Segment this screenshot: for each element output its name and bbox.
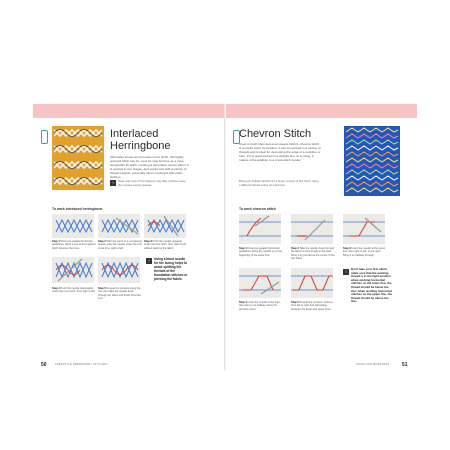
step-1-text: Draw two parallel horizontal guidelines. Bring the needle up at the beginning of the lower line.: [239, 247, 282, 257]
page-number-left: 50: [41, 362, 47, 368]
step-4-text: Push the needle downwards under the next stitch, from right to left.: [52, 287, 96, 294]
page-title: Chevron Stitch: [239, 128, 312, 140]
step-3-photo: [343, 214, 385, 244]
step-2-label: Step 2: [98, 240, 106, 243]
step-1-photo: [52, 214, 94, 238]
intro-paragraph: Used on both plain and even-weave fabrics, chevron stitch is a useful stitch for borders. It can be worked in a variety of threads and is ideal for decorating the edge of a neckline or hem. If it is used worked in a straight line on a ruling, it makes a fine addition to a cross-stitch border.: [239, 142, 321, 162]
step-3-label: Step 3: [343, 247, 351, 250]
step-2-photo: [98, 214, 140, 238]
page-title-line-2: Herringbone: [110, 140, 171, 152]
book-gutter: [224, 104, 226, 370]
step-1-label: Step 1: [52, 240, 60, 243]
step-4-label: Step 4: [52, 287, 60, 290]
step-2-photo: [291, 214, 333, 244]
section-subheading: To work chevron stitch: [239, 207, 276, 211]
step-2-label: Step 2: [291, 247, 299, 250]
step-4-text: Insert the needle to the right, then bring it up halfway along the previous stitch.: [239, 301, 281, 311]
running-head-right: SIGNS AND WORKSETS: [356, 363, 390, 366]
step-5-photo: [98, 257, 140, 283]
step-2-text: With the same or a contrasting thread, pass the needle under the first cross from right to left.: [98, 240, 142, 250]
page-title-line-1: Interlaced: [110, 128, 159, 140]
page-number-right: 51: [402, 362, 408, 368]
step-1-text: Work two parallel horizontal guidelines. Work a row of herringbone stitch between the lines.: [52, 240, 96, 250]
interlaced-herringbone-hero-image: [52, 126, 104, 190]
step-3-text: Insert the needle to the upper line, then right to left, to the right. Bring it up halfway through.: [343, 247, 386, 257]
step-3-text: Push the needle upwards under the first stitch, then right to left, without piercing the fabric.: [144, 240, 187, 250]
tip-text: Neat, tidy rows of herringbone may take practice; keep the crosses evenly spaced.: [118, 179, 186, 187]
tip-text: Bring out multiple stitches for a larger version of this stitch, using a different thread colour for each row.: [239, 179, 319, 187]
note-text: Don't take your first stitch, make sure that the working thread is in the right position when working horizontal stitches on the lower line, the thread should be below the line; when working horizontal stitches on the upper line, the thread should be above the line.: [351, 267, 392, 304]
step-2-text: Take the needle down through the fabric a short length to the right. Bring it up just above the centre of the first stitch.: [291, 247, 335, 261]
section-subheading: To work interlaced herringbone: [52, 207, 103, 211]
step-5-label: Step 5: [291, 301, 299, 304]
step-3-photo: [144, 214, 186, 238]
step-1-label: Step 1: [239, 247, 247, 250]
note-icon: !: [343, 269, 349, 275]
step-5-label: Step 5: [98, 287, 106, 290]
intro-paragraph: Otherwise known as Armenian cross stitch, this tightly textured stitch can be used for vast borders as a more acceptable fill stitch, creating a decorative woven effect. It is worked in two stages, and works well with a variety of thread weights, especially when combined with other stitches.: [110, 155, 189, 179]
step-4-photo: [239, 268, 281, 298]
tip-icon: !: [110, 180, 116, 186]
step-3-label: Step 3: [144, 240, 152, 243]
step-4-photo: [52, 257, 94, 283]
step-4-label: Step 4: [239, 301, 247, 304]
running-head-left: FREESTYLE EMBROIDERY STITCHES: [55, 363, 108, 366]
note-icon: !: [146, 258, 152, 264]
step-5-text: Repeat the process along the row, then take the needle down through the fabric and finish off at the end.: [98, 287, 141, 301]
note-text: Using a blunt needle for the lacing helps to avoid splitting the threads of the foundation stitches or piercing the fabric.: [154, 257, 188, 281]
step-1-photo: [239, 214, 281, 244]
step-5-text: Repeat the process, working from left to right and alternating between the lower and upper lines.: [291, 301, 333, 311]
step-5-photo: [291, 268, 333, 298]
bookmark-tab-icon: [41, 130, 48, 144]
chevron-stitch-hero-image: [344, 126, 400, 196]
